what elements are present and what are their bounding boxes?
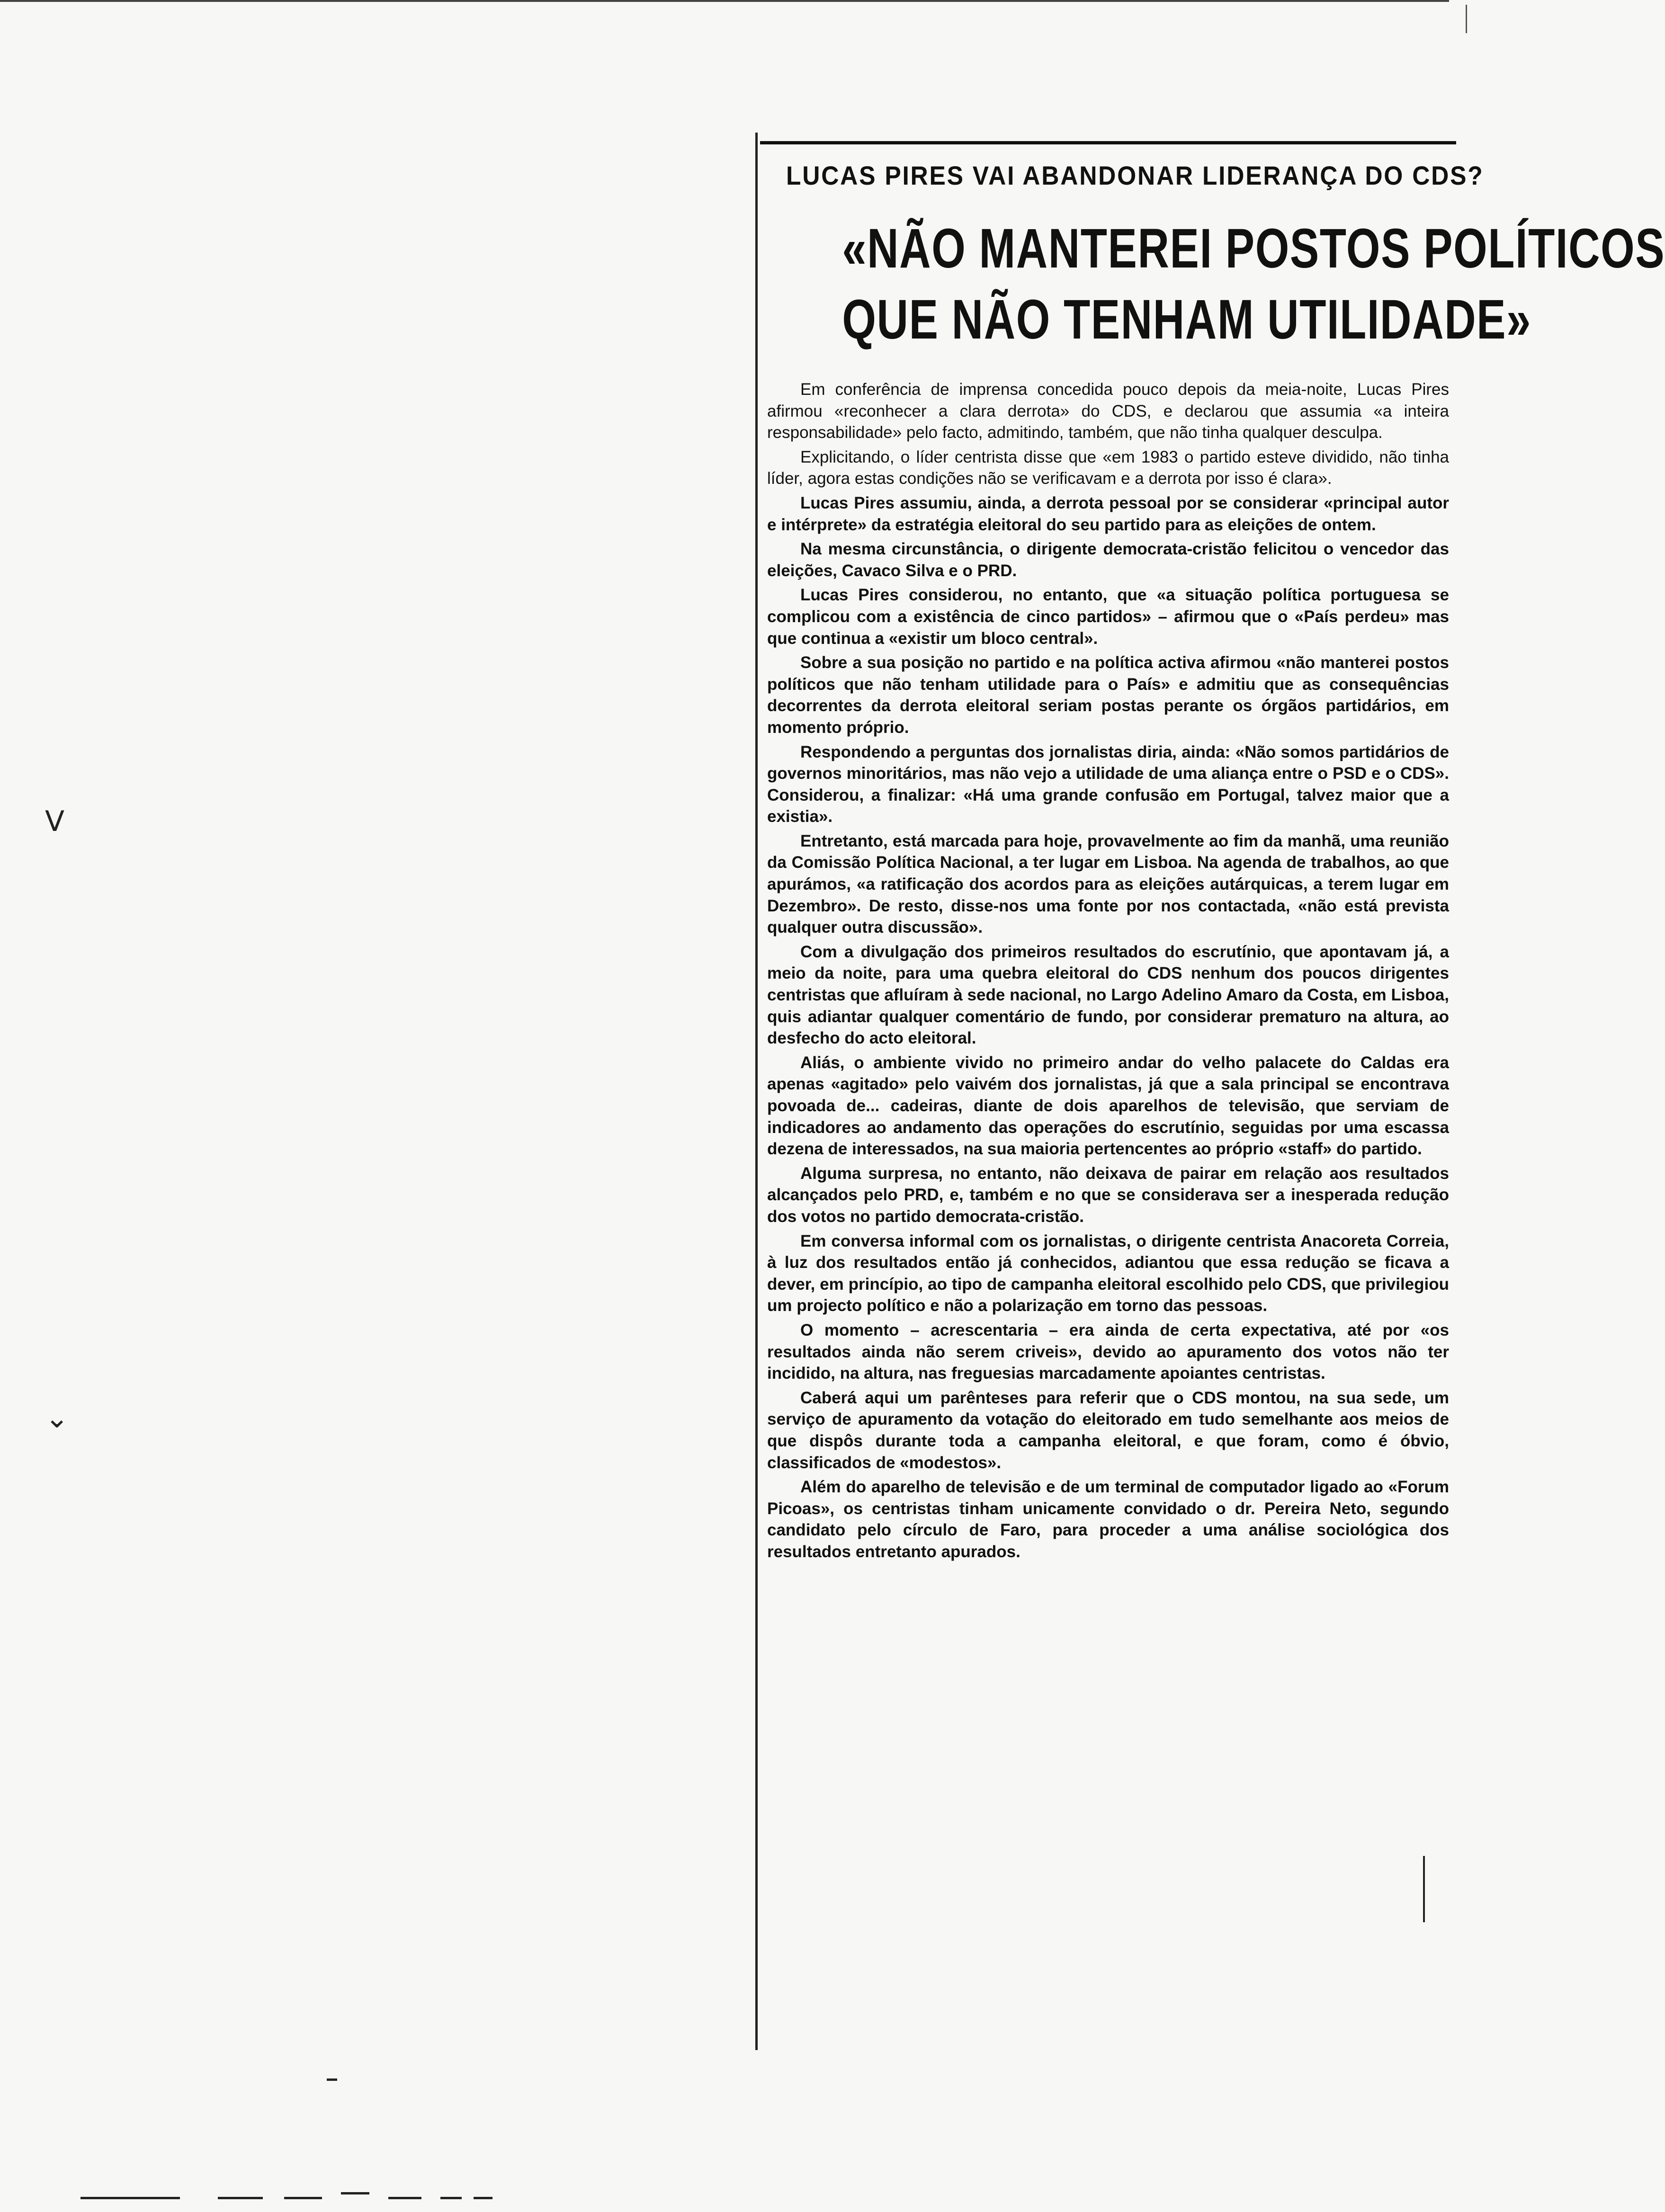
scan-dash [327, 2078, 337, 2081]
article-paragraph: Entretanto, está marcada para hoje, provavelmente ao fim da manhã, uma reunião da Comissão Política Nacional, a ter lugar em Lisboa. Na agenda de trabalhos, ao que apurámos, «a ratificação dos acordos para as eleições autárquicas, a terem lugar em Dezembro». De resto, disse-nos uma fonte por nos contactada, «não está prevista qualquer outra discussão». [767, 831, 1449, 937]
scan-dash [474, 2197, 492, 2199]
scan-dash [218, 2197, 263, 2199]
article-paragraph: Lucas Pires assumiu, ainda, a derrota pessoal por se considerar «principal autor e intérprete» da estratégia eleitoral do seu partido para as eleições de ontem. [767, 493, 1449, 534]
top-rule [760, 141, 1456, 144]
article-paragraph: Em conferência de imprensa concedida pouco depois da meia-noite, Lucas Pires afirmou «reconhecer a clara derrota» do CDS, e declarou que assumia «a inteira responsabilidade» pelo facto, admitindo, também, que não tinha qualquer desculpa. [767, 380, 1449, 442]
margin-mark: ᐯ [45, 805, 65, 837]
margin-rule [1423, 1856, 1425, 1922]
article-paragraph: Em conversa informal com os jornalistas, o dirigente centrista Anacoreta Correia, à luz dos resultados então já conhecidos, adiantou que essa redução se ficava a dever, em princípio, ao tipo de campanha eleitoral escolhido pelo CDS, que privilegiou um projecto político e não a polarização em torno das pessoas. [767, 1231, 1449, 1315]
article-paragraph: Lucas Pires considerou, no entanto, que «a situação política portuguesa se complicou com a existência de cinco partidos» – afirmou que o «País perdeu» mas que continua a «existir um bloco central». [767, 586, 1449, 648]
article-paragraph: Sobre a sua posição no partido e na política activa afirmou «não manterei postos políticos que não tenham utilidade para o País» e admitiu que as consequências decorrentes da derrota eleitoral seriam postas perante os órgãos partidários, em momento próprio. [767, 653, 1449, 737]
newspaper-clipping [755, 133, 1665, 2050]
margin-mark: ⌄ [45, 1402, 69, 1434]
article-paragraph: Explicitando, o líder centrista disse que «em 1983 o partido esteve dividido, não tinha líder, agora estas condições não se verificavam e a derrota por isso é clara». [767, 447, 1449, 488]
article-paragraph: Alguma surpresa, no entanto, não deixava de pairar em relação aos resultados alcançados pelo PRD, e, também e no que se considerava ser a inesperada redução dos votos no partido democrata-cristão. [767, 1164, 1449, 1226]
article-kicker: LUCAS PIRES VAI ABANDONAR LIDERANÇA DO CDS? [786, 161, 1484, 190]
scan-mark [1466, 5, 1467, 33]
scan-dash [284, 2197, 322, 2199]
article-body [767, 379, 1449, 1565]
article-paragraph: Caberá aqui um parênteses para referir que o CDS montou, na sua sede, um serviço de apuramento da votação do eleitorado em tudo semelhante aos meios de que dispôs durante toda a campanha eleitoral, e que foram, como é óbvio, classificados de «modestos». [767, 1388, 1449, 1472]
scan-dash [388, 2197, 421, 2199]
article-headline [842, 213, 1665, 355]
article-paragraph: Além do aparelho de televisão e de um terminal de computador ligado ao «Forum Picoas», os centristas tinham unicamente convidado o dr. Pereira Neto, segundo candidato pelo círculo de Faro, para proceder a uma análise sociológica dos resultados entretanto apurados. [767, 1478, 1449, 1561]
scan-dash [81, 2197, 180, 2199]
article-paragraph: Aliás, o ambiente vivido no primeiro andar do velho palacete do Caldas era apenas «agitado» pelo vaivém dos jornalistas, já que a sala principal se encontrava povoada de... cadeiras, diante de dois aparelhos de televisão, que serviam de indicadores ao andamento das operações do escrutínio, seguidas por uma escassa dezena de interessados, na sua maioria pertencentes ao próprio «staff» do partido. [767, 1053, 1449, 1159]
article-paragraph: Respondendo a perguntas dos jornalistas diria, ainda: «Não somos partidários de governos minoritários, mas não vejo a utilidade de uma aliança entre o PSD e o CDS». Considerou, a finalizar: «Há uma grande confusão em Portugal, talvez maior que a existia». [767, 742, 1449, 826]
article-paragraph: O momento – acrescentaria – era ainda de certa expectativa, até por «os resultados ainda não serem criveis», devido ao apuramento dos votos não ter incidido, na altura, nas freguesias marcadamente apoiantes centristas. [767, 1320, 1449, 1383]
scan-dash [440, 2197, 462, 2199]
headline-line: «NÃO MANTEREI POSTOS POLÍTICOS [842, 217, 1665, 280]
article-paragraph: Na mesma circunstância, o dirigente democrata-cristão felicitou o vencedor das eleições, Cavaco Silva e o PRD. [767, 540, 1449, 580]
article-paragraph: Com a divulgação dos primeiros resultados do escrutínio, que apontavam já, a meio da noite, para uma quebra eleitoral do CDS nenhum dos poucos dirigentes centristas que afluíram à sede nacional, no Largo Adelino Amaro da Costa, em Lisboa, quis adiantar qualquer comentário de fundo, por considerar prematuro na altura, ao desfecho do acto eleitoral. [767, 942, 1449, 1048]
scan-border-top [0, 0, 1449, 2]
scan-dash [341, 2192, 369, 2194]
headline-line: QUE NÃO TENHAM UTILIDADE» [842, 288, 1531, 351]
